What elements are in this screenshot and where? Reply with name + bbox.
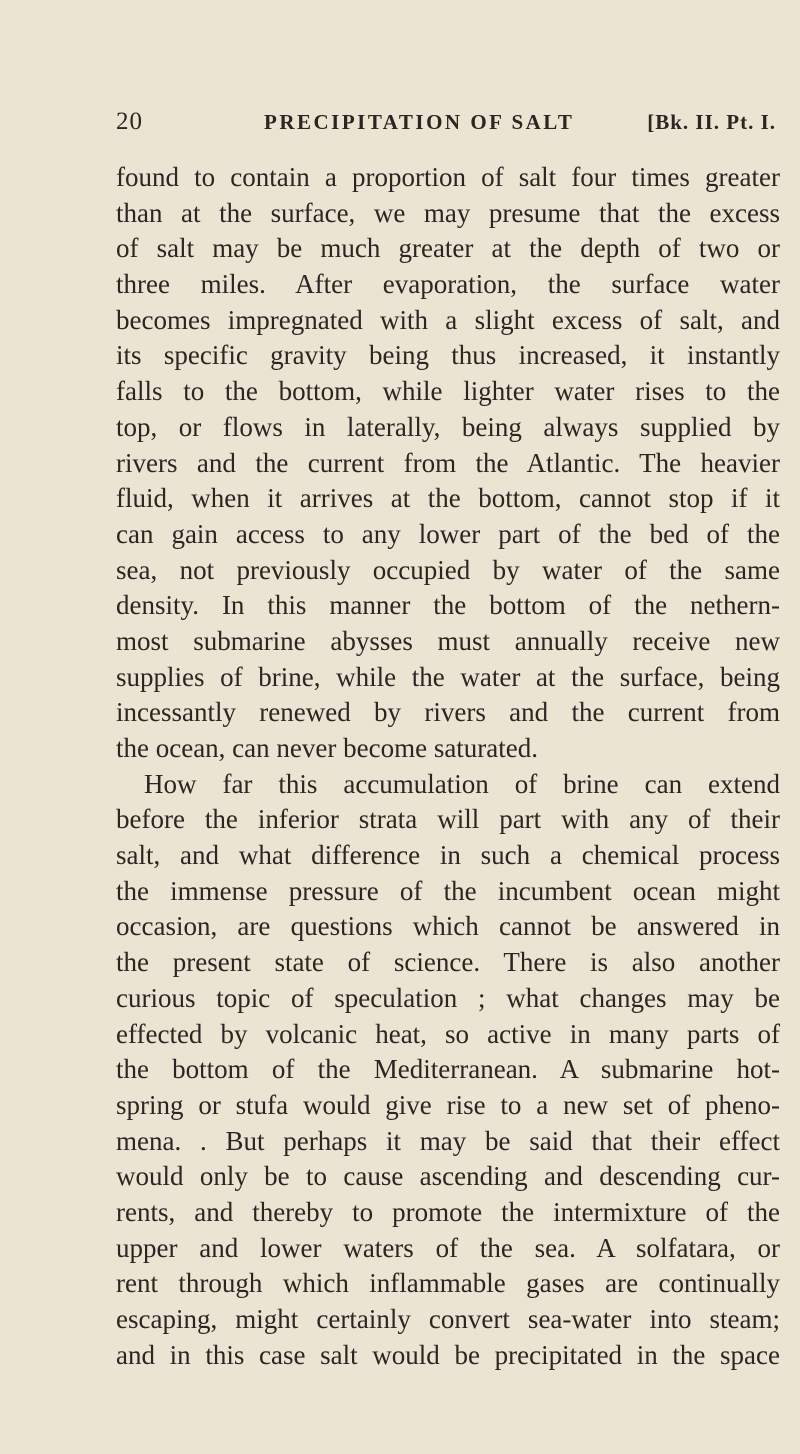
text-line: upper and lower waters of the sea. A solfatara, or [116, 1232, 780, 1263]
text-line: of salt may be much greater at the depth of two or [116, 233, 780, 264]
text-line: supplies of brine, while the water at the surface, being [116, 661, 780, 692]
text-line: rivers and the current from the Atlantic. The heavier [116, 447, 780, 478]
text-line: most submarine abysses must annually receive new [116, 625, 780, 656]
page-number: 20 [116, 108, 143, 135]
text-line: curious topic of speculation ; what changes may be [116, 982, 780, 1013]
book-reference: [Bk. II. Pt. I. [647, 110, 776, 134]
body-text [116, 160, 780, 1373]
text-line: top, or flows in laterally, being always supplied by [116, 411, 780, 442]
text-line: becomes impregnated with a slight excess of salt, and [116, 304, 780, 335]
text-line: salt, and what difference in such a chemical process [116, 840, 780, 871]
text-line: and in this case salt would be precipitated in the space [116, 1339, 780, 1370]
text-line: before the inferior strata will part with any of their [116, 804, 780, 835]
text-line: the present state of science. There is also another [116, 947, 780, 978]
text-line: spring or stufa would give rise to a new set of pheno- [116, 1089, 780, 1120]
page-header [116, 108, 776, 144]
text-line: than at the surface, we may presume that the excess [116, 197, 780, 228]
text-line: effected by volcanic heat, so active in many parts of [116, 1018, 780, 1049]
text-line: its specific gravity being thus increased, it instantly [116, 340, 780, 371]
text-line: would only be to cause ascending and descending cur- [116, 1161, 780, 1192]
text-line: sea, not previously occupied by water of the same [116, 554, 780, 585]
text-line: fluid, when it arrives at the bottom, cannot stop if it [116, 483, 780, 514]
text-line: the immense pressure of the incumbent ocean might [116, 875, 780, 906]
text-line: three miles. After evaporation, the surface water [116, 269, 780, 300]
text-line: rent through which inflammable gases are continually [116, 1268, 780, 1299]
text-line: the bottom of the Mediterranean. A submarine hot- [116, 1054, 780, 1085]
text-line: found to contain a proportion of salt four times greater [116, 162, 780, 192]
text-line: How far this accumulation of brine can extend [144, 768, 780, 799]
text-line: mena. . But perhaps it may be said that their effect [116, 1125, 780, 1156]
text-line: incessantly renewed by rivers and the current from [116, 697, 780, 728]
text-line: can gain access to any lower part of the bed of the [116, 518, 780, 549]
running-head: PRECIPITATION OF SALT [264, 110, 575, 134]
text-line: rents, and thereby to promote the intermixture of the [116, 1196, 780, 1227]
text-line: density. In this manner the bottom of the nethern- [116, 590, 780, 621]
text-line: the ocean, can never become saturated. [116, 733, 539, 763]
text-line: falls to the bottom, while lighter water rises to the [116, 376, 780, 407]
text-line: escaping, might certainly convert sea-water into steam; [116, 1304, 780, 1334]
text-line: occasion, are questions which cannot be answered in [116, 911, 780, 942]
